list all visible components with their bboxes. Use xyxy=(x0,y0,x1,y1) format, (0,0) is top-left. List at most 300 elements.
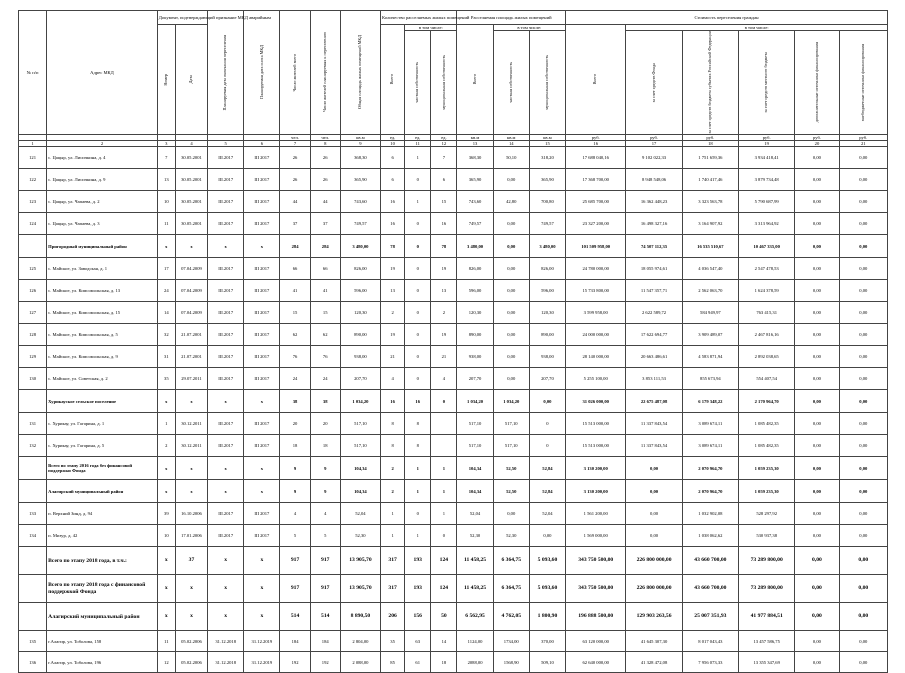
table-cell: 1 034,20 xyxy=(340,390,380,413)
table-cell: 0,00 xyxy=(493,302,529,324)
table-cell: 0,00 xyxy=(839,302,887,324)
table-cell: x xyxy=(175,457,207,480)
table-cell: 0,00 xyxy=(839,368,887,390)
col-row-number: № п/п xyxy=(19,11,47,135)
table-cell: 206 xyxy=(381,603,405,631)
table-cell: 0 xyxy=(431,525,457,547)
table-cell: 129 xyxy=(19,346,47,368)
col-area-municipal: муниципальная собственность xyxy=(529,31,565,135)
table-cell: 0,00 xyxy=(795,435,839,457)
table-cell: 917 xyxy=(310,575,340,603)
table-cell: 3 323 563,78 xyxy=(682,191,738,213)
table-cell: 0,00 xyxy=(493,503,529,525)
table-cell: 0,00 xyxy=(795,235,839,258)
table-cell: 938,00 xyxy=(457,346,493,368)
table-cell: x xyxy=(244,390,280,413)
table-cell: 31.12.2019 xyxy=(244,631,280,652)
table-cell: 826,00 xyxy=(457,258,493,280)
table-cell: 35 xyxy=(381,631,405,652)
table-cell: 763 415,31 xyxy=(739,302,795,324)
table-cell: 4 xyxy=(381,368,405,390)
unit-cell: ед. xyxy=(431,134,457,140)
table-cell: 0,00 xyxy=(795,324,839,346)
column-number-cell: 7 xyxy=(280,140,310,146)
table-cell: 17.01.2006 xyxy=(175,525,207,547)
table-cell: 917 xyxy=(280,575,310,603)
table-cell: 13 905,70 xyxy=(340,575,380,603)
table-cell: 0,00 xyxy=(795,258,839,280)
table-cell: 0 xyxy=(431,390,457,413)
col-planned-resettle: Планируемая дата окончания переселения xyxy=(208,11,244,135)
table-cell: 11 337 843,54 xyxy=(626,413,682,435)
table-cell: 0,00 xyxy=(839,547,887,575)
table-cell: 196 888 500,00 xyxy=(566,603,626,631)
table-cell: III.2017 xyxy=(208,147,244,169)
table-cell: 26 xyxy=(280,147,310,169)
table-cell: 0,00 xyxy=(529,525,565,547)
table-cell: 0 xyxy=(529,435,565,457)
table-cell: 0,00 xyxy=(839,346,887,368)
table-cell: 11 458,25 xyxy=(457,575,493,603)
table-cell: 1 085 482,35 xyxy=(739,413,795,435)
table-cell: 0,00 xyxy=(839,480,887,503)
table-cell: x xyxy=(157,390,175,413)
table-cell: 0,00 xyxy=(839,457,887,480)
table-cell: 0,00 xyxy=(493,258,529,280)
table-cell: 890,00 xyxy=(457,324,493,346)
table-cell: 8 xyxy=(405,413,431,435)
table-cell: 0,00 xyxy=(626,480,682,503)
table-cell: 66 xyxy=(310,258,340,280)
address-cell: с. Цацыр, ул. Чапаева, д. 2 xyxy=(47,191,158,213)
table-cell: 16 362 448,23 xyxy=(626,191,682,213)
table-cell xyxy=(19,390,47,413)
table-cell: 0,00 xyxy=(795,280,839,302)
table-cell: 3 934 418,41 xyxy=(739,147,795,169)
table-cell: 19 xyxy=(431,324,457,346)
table-cell: 1 038 062,62 xyxy=(682,525,738,547)
table-cell: 0,00 xyxy=(839,413,887,435)
table-cell: 16 xyxy=(381,191,405,213)
table-cell: 11 xyxy=(157,631,175,652)
table-cell: x xyxy=(244,480,280,503)
col-area-incl: в том числе: xyxy=(493,25,565,31)
table-cell: 0 xyxy=(529,413,565,435)
table-cell: 0,00 xyxy=(839,147,887,169)
table-cell: 2 547 478,53 xyxy=(739,258,795,280)
table-cell: III 2017 xyxy=(244,191,280,213)
table-cell: 0,00 xyxy=(493,346,529,368)
table-cell: 596,00 xyxy=(529,280,565,302)
table-row xyxy=(19,169,888,191)
address-cell: п. Мизур, д. 42 xyxy=(47,525,158,547)
table-cell: 5 xyxy=(310,525,340,547)
table-cell: III 2017 xyxy=(244,280,280,302)
table-cell: 1 059 235,30 xyxy=(739,480,795,503)
table-cell: 63 120 000,00 xyxy=(566,631,626,652)
table-cell: 31 026 000,00 xyxy=(566,390,626,413)
table-cell: 121 xyxy=(19,147,47,169)
table-cell: 0,00 xyxy=(795,480,839,503)
table-cell: 07.04.2009 xyxy=(175,280,207,302)
table-cell: 0,00 xyxy=(839,213,887,235)
subtotal-row xyxy=(19,390,888,413)
table-cell: 25 685 700,00 xyxy=(566,191,626,213)
table-cell: 104,34 xyxy=(457,480,493,503)
col-group-area: Расселяемая площадь жилых помещений xyxy=(457,11,566,25)
table-cell: x xyxy=(208,480,244,503)
table-cell: 12 xyxy=(157,652,175,673)
table-cell: 3 480,00 xyxy=(340,235,380,258)
table-cell: III 2017 xyxy=(244,213,280,235)
col-residents-plan: Число жителей планируемых к переселению xyxy=(310,11,340,135)
address-cell: г.Алагир, ул. Тоболова, 158 xyxy=(47,631,158,652)
table-header xyxy=(19,11,888,147)
table-cell xyxy=(19,603,47,631)
table-cell: x xyxy=(157,457,175,480)
table-cell: 938,00 xyxy=(340,346,380,368)
col-address: Адрес МКД xyxy=(47,11,158,135)
table-cell: III 2017 xyxy=(244,324,280,346)
table-cell: III.2017 xyxy=(208,191,244,213)
table-cell: 826,00 xyxy=(340,258,380,280)
table-cell: 31.12.2018 xyxy=(208,631,244,652)
unit-cell: руб. xyxy=(739,134,795,140)
table-cell: 24 780 000,00 xyxy=(566,258,626,280)
table-cell: III.2017 xyxy=(208,413,244,435)
table-cell: 120,30 xyxy=(529,302,565,324)
table-row xyxy=(19,258,888,280)
table-cell: 31 xyxy=(157,346,175,368)
table-cell: 17 622 694,77 xyxy=(626,324,682,346)
table-cell: 2 622 589,72 xyxy=(626,302,682,324)
table-cell: 2 562 063,70 xyxy=(682,280,738,302)
table-cell: x xyxy=(175,390,207,413)
table-cell: III 2017 xyxy=(244,413,280,435)
table-cell: 4 762,05 xyxy=(493,603,529,631)
table-cell: 13 xyxy=(381,280,405,302)
table-cell: 52,30 xyxy=(457,525,493,547)
table-cell: 13 905,70 xyxy=(340,547,380,575)
col-residents-total: Число жителей всего xyxy=(280,11,310,135)
table-cell: 44 xyxy=(310,191,340,213)
col-group-document: Документ, подтверждающий признание МКД аварийным xyxy=(157,11,207,25)
table-cell xyxy=(431,435,457,457)
table-row xyxy=(19,213,888,235)
table-cell: x xyxy=(157,480,175,503)
address-cell: с. Майское, ул. Комсомольская, д. 9 xyxy=(47,346,158,368)
table-cell: 07.04.2009 xyxy=(175,302,207,324)
table-cell: 15 xyxy=(431,191,457,213)
table-cell: 37 xyxy=(175,547,207,575)
subtotal-row xyxy=(19,457,888,480)
col-group-count: Количество расселяемых жилых помещений xyxy=(381,11,457,25)
table-cell: 0,00 xyxy=(626,525,682,547)
table-cell: 1 740 417,46 xyxy=(682,169,738,191)
table-cell: 44 xyxy=(280,191,310,213)
table-cell: x xyxy=(208,575,244,603)
table-cell: 0,00 xyxy=(493,213,529,235)
table-cell: 52,04 xyxy=(529,503,565,525)
table-cell: 73 289 800,00 xyxy=(739,575,795,603)
table-cell: 24 xyxy=(310,368,340,390)
table-cell: 30.12.2011 xyxy=(175,435,207,457)
table-cell: 10 xyxy=(157,525,175,547)
table-cell: 2 xyxy=(381,480,405,503)
subtotal-row xyxy=(19,603,888,631)
table-cell: 514 xyxy=(310,603,340,631)
table-cell: 134 xyxy=(19,525,47,547)
table-row xyxy=(19,346,888,368)
table-cell: 19 xyxy=(381,324,405,346)
table-cell: 0,00 xyxy=(839,280,887,302)
table-cell: 0,00 xyxy=(493,280,529,302)
subtotal-row xyxy=(19,480,888,503)
table-cell: 16.10.2006 xyxy=(175,503,207,525)
table-cell: 0,00 xyxy=(839,324,887,346)
table-cell: x xyxy=(208,603,244,631)
address-cell: с. Хурикау, ул. Гагарина, д. 5 xyxy=(47,435,158,457)
table-cell: 0 xyxy=(405,280,431,302)
address-cell: Хурикауское сельское поселение xyxy=(47,390,158,413)
subtotal-row xyxy=(19,235,888,258)
table-cell: 26 xyxy=(280,169,310,191)
table-cell: 9 xyxy=(280,480,310,503)
table-cell: 3 089 674,11 xyxy=(682,413,738,435)
table-cell: 3 480,00 xyxy=(457,235,493,258)
table-cell: 890,00 xyxy=(529,324,565,346)
table-cell: 2 804,00 xyxy=(340,631,380,652)
table-cell: 2 070 964,70 xyxy=(682,480,738,503)
col-cost-nonbudget: внебюджетные источники финансирования xyxy=(839,31,887,135)
table-cell: III.2017 xyxy=(208,525,244,547)
table-cell: 5 xyxy=(280,525,310,547)
col-cost-fund: за счет средств Фонда xyxy=(626,31,682,135)
column-number-cell: 12 xyxy=(431,140,457,146)
table-cell: 73 289 800,00 xyxy=(739,547,795,575)
table-cell: 890,00 xyxy=(340,324,380,346)
table-cell: 10 467 335,00 xyxy=(739,235,795,258)
unit-cell: кв.м xyxy=(529,134,565,140)
table-cell: 2 xyxy=(381,457,405,480)
table-cell: 0,00 xyxy=(839,169,887,191)
table-cell: 8 xyxy=(381,435,405,457)
table-cell: 131 xyxy=(19,413,47,435)
table-cell: 1 561 200,00 xyxy=(566,503,626,525)
column-number-cell: 15 xyxy=(529,140,565,146)
table-cell: 343 750 500,00 xyxy=(566,547,626,575)
table-cell: 0,00 xyxy=(795,575,839,603)
address-cell: с. Майское, ул. Комсомольская, д. 15 xyxy=(47,302,158,324)
table-cell: 517,10 xyxy=(340,435,380,457)
table-cell: 24 xyxy=(157,280,175,302)
table-cell: 4 036 547,40 xyxy=(682,258,738,280)
table-cell: x xyxy=(175,575,207,603)
table-cell: III 2017 xyxy=(244,368,280,390)
table-cell: 1 xyxy=(405,191,431,213)
table-cell: 0,00 xyxy=(795,302,839,324)
table-cell: 1 569 000,00 xyxy=(566,525,626,547)
table-cell: 368,30 xyxy=(340,147,380,169)
table-cell: 528 297,92 xyxy=(739,503,795,525)
table-cell: 6 xyxy=(431,169,457,191)
table-cell: 0,00 xyxy=(839,575,887,603)
table-row xyxy=(19,413,888,435)
table-cell: 2 xyxy=(157,435,175,457)
table-cell: 20 xyxy=(310,413,340,435)
table-cell: 554 407,54 xyxy=(739,368,795,390)
table-cell: 207,70 xyxy=(340,368,380,390)
table-cell: 6 179 348,22 xyxy=(682,390,738,413)
table-cell: 3 164 907,92 xyxy=(682,213,738,235)
table-cell: 0,00 xyxy=(795,631,839,652)
table-cell: 365,90 xyxy=(457,169,493,191)
table-cell: 21.07.2001 xyxy=(175,346,207,368)
table-cell: 52,04 xyxy=(340,503,380,525)
table-cell: 0,00 xyxy=(795,503,839,525)
table-cell: 743,60 xyxy=(340,191,380,213)
table-cell: 2 892 038,65 xyxy=(739,346,795,368)
table-cell: 50 xyxy=(431,603,457,631)
table-cell: 0,00 xyxy=(529,390,565,413)
table-cell: 18 xyxy=(310,435,340,457)
table-cell: x xyxy=(208,547,244,575)
table-cell: 1 xyxy=(431,457,457,480)
col-cost-incl: в том числе: xyxy=(626,25,888,31)
column-number-cell: 2 xyxy=(47,140,158,146)
table-cell: 15 733 800,00 xyxy=(566,280,626,302)
table-cell: III 2017 xyxy=(244,525,280,547)
address-cell: Всего по этапу 2018 года, в т.ч.: xyxy=(47,547,158,575)
table-cell: 52,84 xyxy=(529,457,565,480)
table-cell: 124 xyxy=(19,213,47,235)
table-cell: 0,00 xyxy=(839,258,887,280)
table-cell: 1 xyxy=(405,147,431,169)
table-cell: 6 364,75 xyxy=(493,575,529,603)
table-cell: 0,00 xyxy=(493,235,529,258)
table-cell: 855 673,94 xyxy=(682,368,738,390)
col-doc-date: Дата xyxy=(175,25,207,135)
table-cell: 66 xyxy=(280,258,310,280)
table-cell: 0,00 xyxy=(795,213,839,235)
col-group-cost: Стоимость переселения граждан xyxy=(566,11,888,25)
table-cell: 365,90 xyxy=(340,169,380,191)
table-cell: 156 xyxy=(405,603,431,631)
table-cell: 15 xyxy=(310,302,340,324)
table-cell: 8 017 043,43 xyxy=(682,631,738,652)
table-cell: 1124,00 xyxy=(457,631,493,652)
column-number-cell: 11 xyxy=(405,140,431,146)
col-cost-local: за счет средств местного бюджета xyxy=(739,31,795,135)
table-cell: 1 034,20 xyxy=(493,390,529,413)
table-cell: 317 xyxy=(381,547,405,575)
table-row xyxy=(19,368,888,390)
table-cell: 17 368 700,00 xyxy=(566,169,626,191)
table-cell: 517,10 xyxy=(457,413,493,435)
table-cell: 0 xyxy=(405,258,431,280)
table-cell: 8 890,50 xyxy=(340,603,380,631)
table-cell: 124 xyxy=(431,575,457,603)
table-cell: 76 xyxy=(280,346,310,368)
table-cell: 11 xyxy=(157,213,175,235)
table-cell: 14 xyxy=(431,631,457,652)
table-cell: 2 xyxy=(431,302,457,324)
table-cell: III 2017 xyxy=(244,503,280,525)
table-cell: 0,00 xyxy=(839,435,887,457)
table-cell: 368,30 xyxy=(457,147,493,169)
table-cell: 37 xyxy=(310,213,340,235)
table-cell: III 2017 xyxy=(244,258,280,280)
table-cell: 52,50 xyxy=(493,457,529,480)
table-cell: 1 624 378,59 xyxy=(739,280,795,302)
table-cell: 0,00 xyxy=(795,147,839,169)
table-cell: 38 xyxy=(280,390,310,413)
column-number-cell: 8 xyxy=(310,140,340,146)
table-cell: 1 032 902,08 xyxy=(682,503,738,525)
table-cell: 76 xyxy=(310,346,340,368)
address-cell: с. Майское, ул. Советская, д. 2 xyxy=(47,368,158,390)
table-cell: 41 xyxy=(280,280,310,302)
table-cell: 1 800,90 xyxy=(529,603,565,631)
unit-cell: чел. xyxy=(310,134,340,140)
table-cell: 0,00 xyxy=(493,169,529,191)
table-cell: 05.02.2006 xyxy=(175,652,207,673)
table-cell: 193 xyxy=(405,575,431,603)
table-cell: 0,00 xyxy=(795,603,839,631)
table-cell: 18 xyxy=(280,435,310,457)
table-cell: 530 937,38 xyxy=(739,525,795,547)
table-cell: 127 xyxy=(19,302,47,324)
address-cell: Алагирский муниципальный район xyxy=(47,480,158,503)
table-cell: III.2017 xyxy=(208,346,244,368)
address-cell: с. Майское, ул. Комсомольская, д. 5 xyxy=(47,324,158,346)
table-cell: 41 xyxy=(310,280,340,302)
table-cell: 24 xyxy=(280,368,310,390)
table-cell: 15 513 000,00 xyxy=(566,435,626,457)
table-cell: 0,00 xyxy=(493,368,529,390)
table-cell: III.2017 xyxy=(208,280,244,302)
col-count-private: частная собственность xyxy=(405,31,431,135)
table-cell: 1 xyxy=(381,503,405,525)
table-cell: 20 xyxy=(280,413,310,435)
table-cell: 26 xyxy=(310,169,340,191)
table-cell: x xyxy=(157,547,175,575)
col-count-municipal: муниципальная собственность xyxy=(431,31,457,135)
table-cell: 517,10 xyxy=(493,435,529,457)
table-cell: 9 102 022,33 xyxy=(626,147,682,169)
table-cell: 13 457 586,75 xyxy=(739,631,795,652)
table-cell: 192 xyxy=(280,652,310,673)
table-cell: 52,30 xyxy=(493,525,529,547)
column-number-cell: 13 xyxy=(457,140,493,146)
table-cell: 184 xyxy=(280,631,310,652)
table-row xyxy=(19,147,888,169)
table-cell: 1 xyxy=(431,503,457,525)
table-cell: 41 645 307,30 xyxy=(626,631,682,652)
table-cell: 120,30 xyxy=(340,302,380,324)
table-cell: 3 130 200,00 xyxy=(566,457,626,480)
unit-cell: ед. xyxy=(405,134,431,140)
table-cell: 6 xyxy=(381,147,405,169)
table-cell: 1 059 235,30 xyxy=(739,457,795,480)
table-cell: 39 xyxy=(157,503,175,525)
col-area-private: частная собственность xyxy=(493,31,529,135)
table-cell: 5 790 687,99 xyxy=(739,191,795,213)
col-total-area: Общая площадь жилых помещений МКД xyxy=(340,11,380,135)
table-cell: 0,00 xyxy=(795,547,839,575)
table-cell: 0,00 xyxy=(795,169,839,191)
table-row xyxy=(19,191,888,213)
